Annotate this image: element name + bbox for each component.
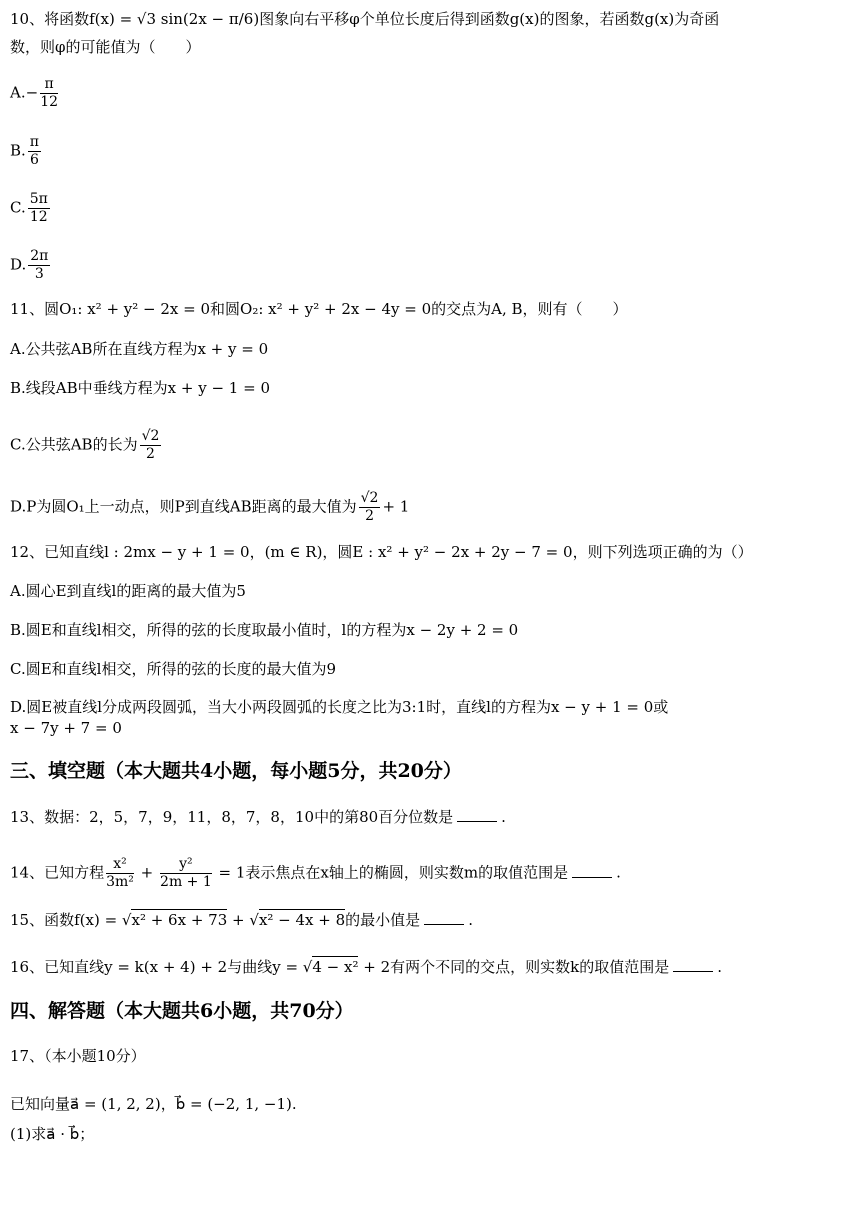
q11-option-a: A.公共弦AB所在直线方程为x + y = 0 (10, 340, 269, 358)
answer-blank[interactable] (424, 910, 464, 925)
q12-option-d-line2: x − 7y + 7 = 0 (10, 719, 122, 737)
q10-option-c: C. $\frac{5\pi}{12}$ (10, 191, 48, 225)
q12-option-b: B.圆E和直线l相交，所得的弦的长度取最小值时，l的方程为x − 2y + 2 = 0 (10, 621, 519, 639)
q11-option-c: C.公共弦AB的长为 $\frac{√2}{2}$ (10, 428, 160, 462)
q10-option-b: B. $\frac{\pi}{6}$ (10, 134, 39, 168)
q11-stem: 11、圆O₁: x² + y² − 2x = 0和圆O₂: x² + y² + 2x − 4y = 0的交点为A, B，则有（ ） (10, 300, 628, 318)
q12-option-d-line1: D.圆E被直线l分成两段圆弧，当大小两段圆弧的长度之比为3:1时，直线l的方程为x − y + 1 = 0或 (10, 698, 669, 716)
answer-blank[interactable] (572, 863, 612, 878)
q11-option-b: B.线段AB中垂线方程为x + y − 1 = 0 (10, 379, 270, 397)
q10-option-a: A.− $\frac{\pi}{12}$ (10, 76, 59, 110)
q17-part1: (1)求a⃗ · b⃗； (10, 1125, 95, 1143)
q16: 16、已知直线y = k(x + 4) + 2与曲线y = √4 − x² + 2有两个不同的交点，则实数k的取值范围是 . (10, 958, 723, 976)
q13: 13、数据：2，5，7，9，11，8，7，8，10中的第80百分位数是 . (10, 808, 506, 826)
q10-option-d: D. $\frac{2\pi}{3}$ (10, 248, 49, 282)
q14: 14、已知方程 $\frac{\text{x²}}{\text{3m²}}$ + $\frac{\text{y²}}{2m + 1}$ = 1表示焦点在x轴上的椭圆，则实数m的取值范围是 . (10, 856, 621, 890)
q17-given: 已知向量a⃗ = (1, 2, 2)，b⃗ = (−2, 1, −1). (10, 1095, 297, 1113)
q12-option-c: C.圆E和直线l相交，所得的弦的长度的最大值为9 (10, 660, 337, 678)
answer-blank[interactable] (673, 957, 713, 972)
q11-option-d: D.P为圆O₁上一动点，则P到直线AB距离的最大值为 $\frac{√2}{2}$ + 1 (10, 490, 410, 524)
q17-heading: 17、（本小题10分） (10, 1047, 146, 1065)
answer-blank[interactable] (457, 807, 497, 822)
q12-stem: 12、已知直线l : 2mx − y + 1 = 0，(m ∈ R)，圆E : x² + y² − 2x + 2y − 7 = 0，则下列选项正确的为（） (10, 543, 753, 561)
section-heading-solutions: 四、解答题（本大题共6小题，共70分） (10, 1000, 354, 1022)
q12-option-a: A.圆心E到直线l的距离的最大值为5 (10, 582, 246, 600)
q10-stem-line2: 数，则φ的可能值为（ ） (10, 38, 201, 56)
q15: 15、函数f(x) = √x² + 6x + 73 + √x² − 4x + 8的最小值是 . (10, 911, 473, 929)
section-heading-fill-in: 三、填空题（本大题共4小题，每小题5分，共20分） (10, 760, 462, 782)
q10-stem-line1: 10、将函数f(x) = √3 sin(2x − π/6)图象向右平移φ个单位长度后得到函数g(x)的图象，若函数g(x)为奇函 (10, 10, 720, 28)
